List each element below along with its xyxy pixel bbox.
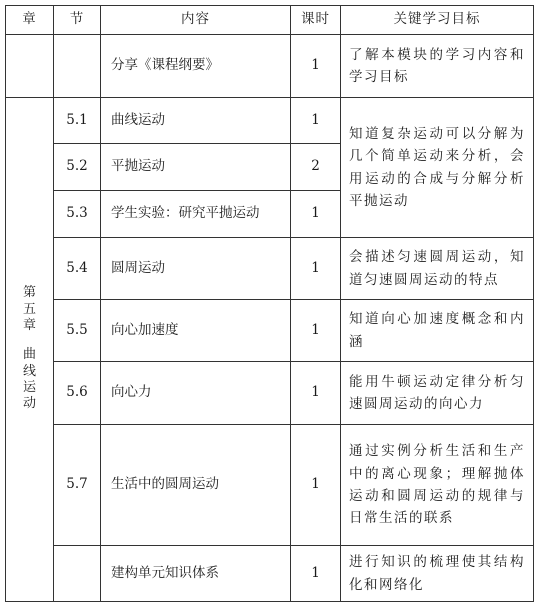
hours-cell: 1 [291,191,341,238]
table-row [6,425,534,546]
table-row [6,300,534,362]
content-cell: 向心加速度 [101,300,291,362]
section-cell: 5.4 [54,238,101,300]
section-cell: 5.7 [54,425,101,546]
table-row [6,35,534,98]
section-cell: 5.3 [54,191,101,238]
header-hours: 课时 [291,6,341,35]
chapter-number-label: 第五章 [22,285,36,333]
table-header-row [6,6,534,35]
goal-cell: 通过实例分析生活和生产中的离心现象；理解抛体运动和圆周运动的规律与日常生活的联系 [341,425,534,546]
section-cell [54,546,101,602]
goal-cell: 进行知识的梳理使其结构化和网络化 [341,546,534,602]
hours-cell: 2 [291,144,341,191]
table-row [6,98,534,144]
course-schedule-table [5,5,534,602]
goal-cell: 能用牛顿运动定律分析匀速圆周运动的向心力 [341,362,534,425]
content-cell: 建构单元知识体系 [101,546,291,602]
chapter-label-cell [6,98,54,602]
content-cell: 曲线运动 [101,98,291,144]
hours-cell: 1 [291,362,341,425]
section-cell [54,35,101,98]
content-cell: 分享《课程纲要》 [101,35,291,98]
section-cell: 5.1 [54,98,101,144]
content-cell: 向心力 [101,362,291,425]
section-cell: 5.5 [54,300,101,362]
header-section: 节 [54,6,101,35]
chapter-title-label: 曲线运动 [22,347,36,412]
header-content: 内容 [101,6,291,35]
goal-cell: 会描述匀速圆周运动，知道匀速圆周运动的特点 [341,238,534,300]
goal-cell: 了解本模块的学习内容和学习目标 [341,35,534,98]
chapter-cell-empty [6,35,54,98]
content-cell: 生活中的圆周运动 [101,425,291,546]
hours-cell: 1 [291,238,341,300]
content-cell: 平抛运动 [101,144,291,191]
table-row [6,362,534,425]
section-cell: 5.6 [54,362,101,425]
hours-cell: 1 [291,35,341,98]
hours-cell: 1 [291,546,341,602]
goal-cell-merged: 知道复杂运动可以分解为几个简单运动来分析，会用运动的合成与分解分析平抛运动 [341,98,534,238]
header-goals: 关键学习目标 [341,6,534,35]
goal-cell: 知道向心加速度概念和内涵 [341,300,534,362]
table-row [6,546,534,602]
hours-cell: 1 [291,300,341,362]
header-chapter: 章 [6,6,54,35]
content-cell: 圆周运动 [101,238,291,300]
table-row [6,238,534,300]
hours-cell: 1 [291,425,341,546]
section-cell: 5.2 [54,144,101,191]
content-cell: 学生实验：研究平抛运动 [101,191,291,238]
hours-cell: 1 [291,98,341,144]
